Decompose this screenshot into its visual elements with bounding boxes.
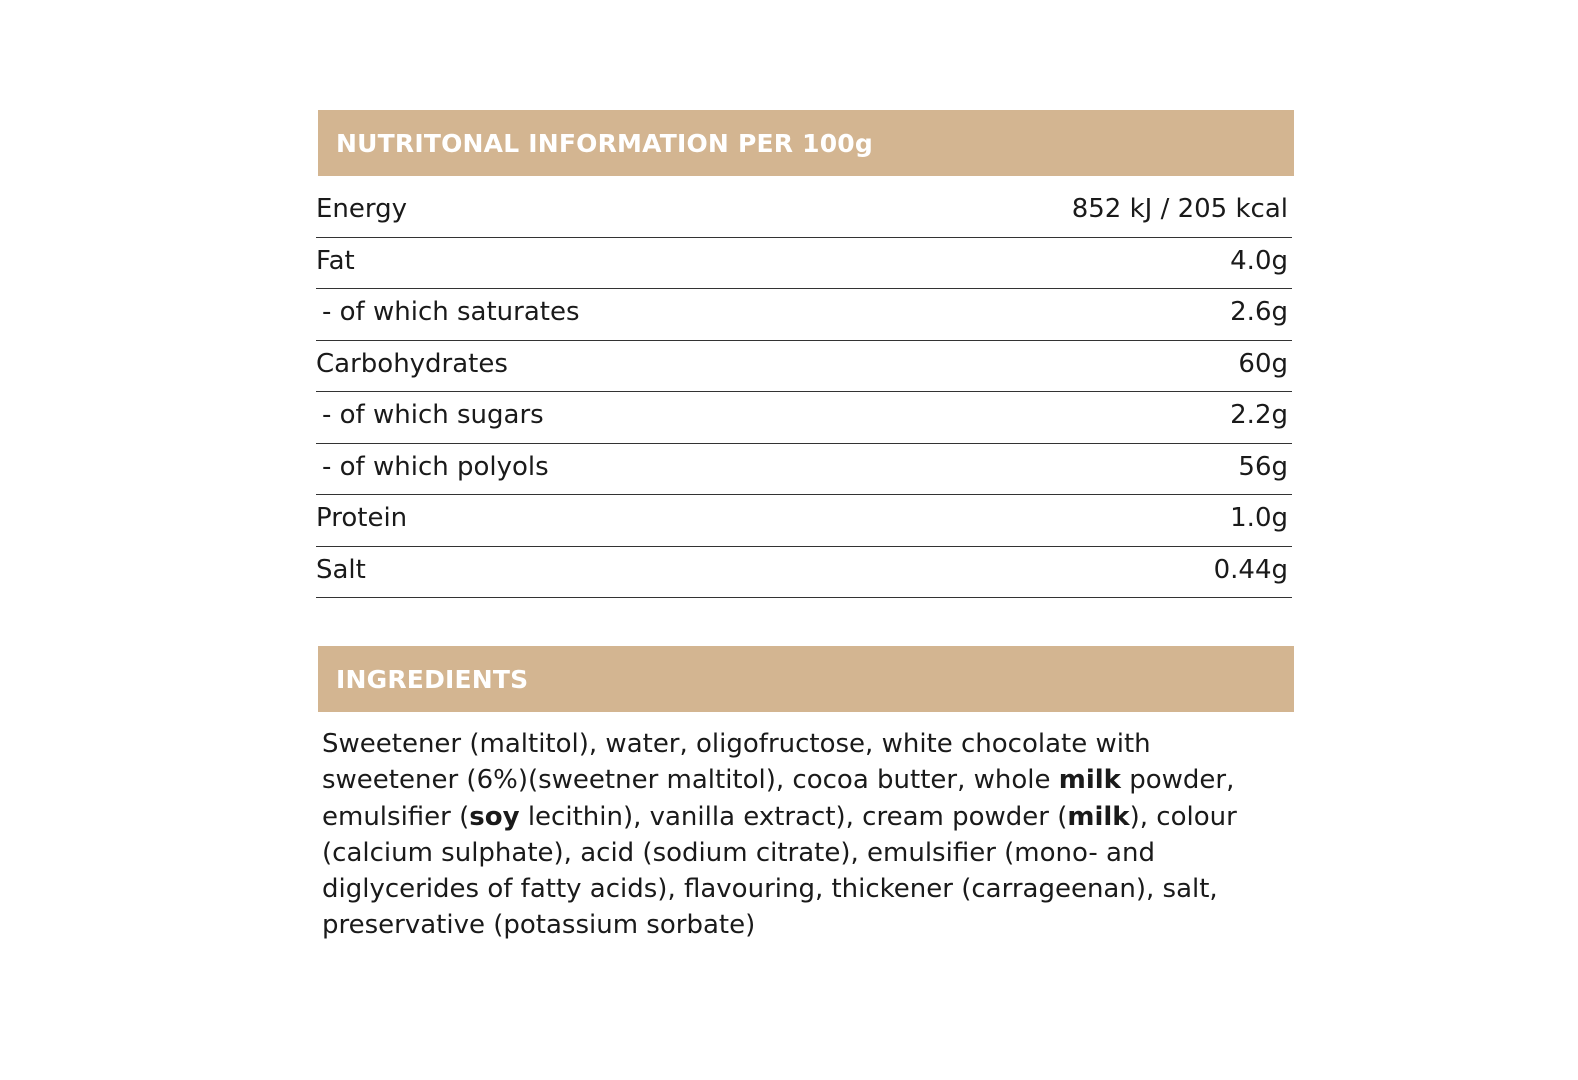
allergen-soy: soy xyxy=(469,801,520,832)
nutrition-row-protein xyxy=(316,495,1292,547)
ingredients-text-segment: powder, emulsifier ( xyxy=(322,765,1235,832)
nutrition-row-carbohydrates xyxy=(316,341,1292,393)
nutrient-name: Protein xyxy=(316,503,408,533)
ingredients-text-segment: ), colour (calcium sulphate), acid (sodium citrate), emulsifier (mono- and diglycerides of fatty acids), flavouring, thickener (carrageenan), salt, preservative (potassium sorbate) xyxy=(322,801,1237,941)
nutrient-name: Energy xyxy=(316,194,408,224)
allergen-milk: milk xyxy=(1058,765,1121,796)
nutrition-table xyxy=(318,110,1294,598)
nutrition-title: NUTRITONAL INFORMATION PER 100g xyxy=(336,128,873,158)
nutrient-value: 0.44g xyxy=(1213,554,1288,585)
nutrient-name: Fat xyxy=(316,245,355,276)
nutrient-name: - of which saturates xyxy=(322,297,580,327)
ingredients-title: INGREDIENTS xyxy=(336,664,529,694)
nutrition-rows xyxy=(318,186,1294,598)
nutrient-value: 2.6g xyxy=(1230,297,1288,327)
nutrient-value: 2.2g xyxy=(1230,400,1288,430)
nutrition-row-polyols xyxy=(316,444,1292,496)
nutrient-value: 56g xyxy=(1238,451,1288,482)
ingredients-text-segment: lecithin), vanilla extract), cream powder ( xyxy=(519,801,1068,832)
ingredients-text-segment: Sweetener (maltitol), water, oligofructose, white chocolate with sweetener (6%)(sweetner maltitol), cocoa butter, whole xyxy=(322,729,1151,796)
nutrition-row-salt xyxy=(316,547,1292,599)
ingredients-section xyxy=(318,646,1294,944)
nutrition-row-energy xyxy=(316,186,1292,238)
ingredients-header-bar xyxy=(318,646,1294,712)
nutrient-value: 852 kJ / 205 kcal xyxy=(1071,194,1288,224)
nutrient-name: Carbohydrates xyxy=(316,348,508,379)
nutrition-row-sugars xyxy=(316,392,1292,444)
nutrient-value: 60g xyxy=(1238,348,1288,379)
nutrient-value: 4.0g xyxy=(1230,245,1288,276)
nutrition-row-fat xyxy=(316,238,1292,290)
nutrition-row-saturates xyxy=(316,289,1292,341)
nutrition-header-bar xyxy=(318,110,1294,176)
nutrient-value: 1.0g xyxy=(1230,503,1288,533)
nutrient-name: - of which sugars xyxy=(322,400,544,430)
nutrient-name: Salt xyxy=(316,554,366,585)
nutrient-name: - of which polyols xyxy=(322,451,549,482)
allergen-milk: milk xyxy=(1067,801,1130,832)
ingredients-list xyxy=(322,726,1268,944)
